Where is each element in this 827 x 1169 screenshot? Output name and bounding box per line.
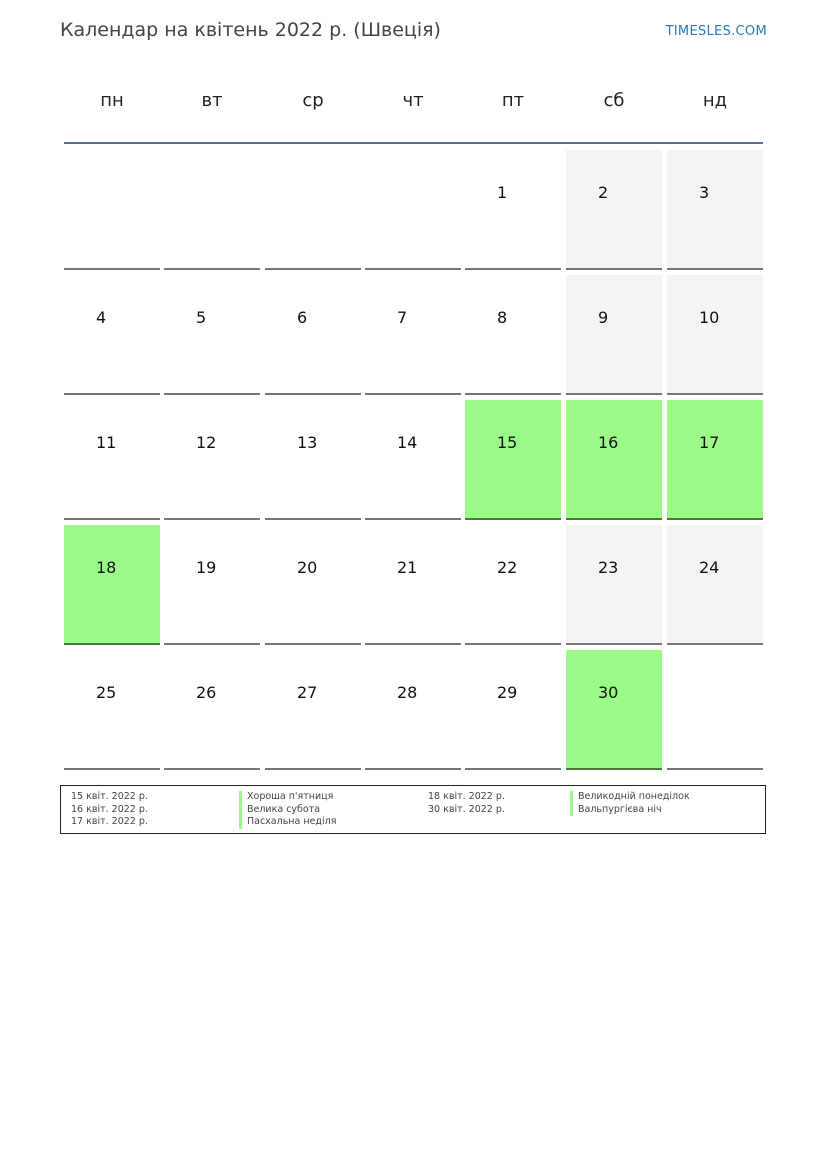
day-cell-14 <box>365 400 461 520</box>
weekday-header: сб <box>603 90 625 111</box>
day-cell-6 <box>265 275 361 395</box>
legend-date: 30 квіт. 2022 р. <box>428 803 505 815</box>
day-number: 24 <box>699 558 720 577</box>
weekday-header: пт <box>501 90 525 111</box>
empty-day-cell <box>64 150 160 270</box>
day-cell-24 <box>667 525 763 645</box>
weekday-header: нд <box>702 90 728 111</box>
day-number: 11 <box>96 433 117 452</box>
day-number: 23 <box>598 558 619 577</box>
day-cell-29 <box>465 650 561 770</box>
day-number: 27 <box>297 683 318 702</box>
day-number: 7 <box>397 308 408 327</box>
day-number: 1 <box>497 183 508 202</box>
day-cell-27 <box>265 650 361 770</box>
day-number: 5 <box>196 308 207 327</box>
day-number: 3 <box>699 183 710 202</box>
day-cell-2 <box>566 150 662 270</box>
day-cell-12 <box>164 400 260 520</box>
day-number: 30 <box>598 683 619 702</box>
day-cell-8 <box>465 275 561 395</box>
legend-left-dates <box>71 791 148 829</box>
day-number: 14 <box>397 433 418 452</box>
day-number: 13 <box>297 433 318 452</box>
weekday-header: чт <box>402 90 424 111</box>
legend-holiday-name: Великодній понеділок <box>570 791 690 804</box>
day-cell-5 <box>164 275 260 395</box>
day-number: 15 <box>497 433 518 452</box>
day-cell-13 <box>265 400 361 520</box>
day-number: 10 <box>699 308 720 327</box>
day-number: 17 <box>699 433 720 452</box>
legend-holiday-name: Пасхальна неділя <box>239 816 336 829</box>
day-number: 18 <box>96 558 117 577</box>
day-number: 8 <box>497 308 508 327</box>
day-number: 26 <box>196 683 217 702</box>
day-cell-25 <box>64 650 160 770</box>
day-cell-26 <box>164 650 260 770</box>
legend-date: 17 квіт. 2022 р. <box>71 816 148 827</box>
legend-date: 18 квіт. 2022 р. <box>428 791 505 802</box>
day-number: 25 <box>96 683 117 702</box>
legend-holiday-name: Вальпургієва ніч <box>570 804 690 817</box>
legend-date: 16 квіт. 2022 р. <box>71 803 148 815</box>
legend-left-names <box>239 791 336 829</box>
empty-day-cell <box>365 150 461 270</box>
legend-right-names <box>570 791 690 816</box>
legend-holiday-name: Велика субота <box>239 804 336 817</box>
day-cell-28 <box>365 650 461 770</box>
day-cell-30 <box>566 650 662 770</box>
day-number: 20 <box>297 558 318 577</box>
day-cell-10 <box>667 275 763 395</box>
day-cell-19 <box>164 525 260 645</box>
day-cell-4 <box>64 275 160 395</box>
holiday-legend <box>60 785 766 834</box>
page-title: Календар на квітень 2022 р. (Швеція) <box>60 19 441 41</box>
day-cell-1 <box>465 150 561 270</box>
day-number: 9 <box>598 308 609 327</box>
day-number: 29 <box>497 683 518 702</box>
legend-date: 15 квіт. 2022 р. <box>71 791 148 802</box>
day-number: 22 <box>497 558 518 577</box>
day-cell-21 <box>365 525 461 645</box>
day-number: 28 <box>397 683 418 702</box>
day-number: 16 <box>598 433 619 452</box>
day-number: 12 <box>196 433 217 452</box>
day-number: 19 <box>196 558 217 577</box>
day-cell-7 <box>365 275 461 395</box>
day-cell-23 <box>566 525 662 645</box>
weekday-header: пн <box>100 90 124 111</box>
day-number: 6 <box>297 308 308 327</box>
day-cell-15 <box>465 400 561 520</box>
day-cell-20 <box>265 525 361 645</box>
weekday-header: вт <box>201 90 223 111</box>
day-cell-11 <box>64 400 160 520</box>
empty-day-cell <box>265 150 361 270</box>
day-number: 21 <box>397 558 418 577</box>
empty-day-cell <box>164 150 260 270</box>
day-cell-22 <box>465 525 561 645</box>
day-cell-3 <box>667 150 763 270</box>
weekday-header: ср <box>302 90 324 111</box>
day-number: 4 <box>96 308 107 327</box>
brand-link[interactable]: TIMESLES.COM <box>665 24 767 39</box>
legend-right-dates <box>428 791 505 816</box>
day-number: 2 <box>598 183 609 202</box>
day-cell-17 <box>667 400 763 520</box>
legend-holiday-name: Хороша п'ятниця <box>239 791 336 804</box>
day-cell-18 <box>64 525 160 645</box>
day-cell-9 <box>566 275 662 395</box>
empty-day-cell <box>667 650 763 770</box>
day-cell-16 <box>566 400 662 520</box>
